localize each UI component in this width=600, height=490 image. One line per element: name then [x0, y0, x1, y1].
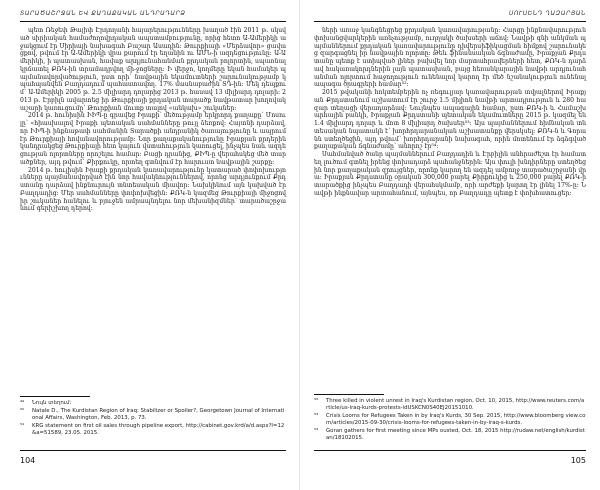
paragraph: ների առաջ կանգնեցրեց քրդական կառավարությանը: Հարցը ինքնավարություն փոխանցվարկերին առնչությամբ, ուղղակի ծախսերի աճով։ Նավթի գնի անկման պայմաններում քրդական կառավարությունը դիվերսիֆիկացման հիմքով շարունակեց զարգացնել իր նավթային ոլորտը: Թեև ֆինանսական ճգնաժամը, Իրաքյան Քրդստանը պետք է ստիպված լիներ բախվել նոր մարտահրավերների հետ, ՔՌԿ-ն դարձավ հակառակորդներին լայն պատասխան, բայց հեռանկարային նավթի արդյունահանման ոլորտում հաջողություն ունենալով կարող էր մեծ նշանակություն ունենալ ապագա ծրագրերի համար⁵²:: [314, 27, 586, 89]
paragraph: պետ Ռեջեփ Թայիփ Էրդողանի հայարերությունները խաղած էին 2011 թ. սկսված սիրիական համաժողովրդական ապստամբությունը, որից հետո Ա-Ամերիկի աջակցում էր Սիրիայի նախագահ Բաշար Ասադին: Թուրքիայի «Մերձավոր» ցավացքով, թվում էր Ա-Ամերիկի վրա քարում էր եղանին ու ԱՄՆ-ի ազդեցությունը: Ա-Ամերիկի, ի պատասխան, հավաք արդյունահանման քրդական բոլորտին, սպառնալ կրճատել ՔՌԿ-ին տրամադրվող մի-ջոցները: Ի վերջո, կողմերը եկան համակեր պայմանավորվածություն, ըստ որի՝ նավթային եկամուտների շարունակությամբ կպահպանվեն Բաղդադում պահաստավող. 17% մասնաբաժին ՏԴ-ին: Մեկ դեպքում՝ Ա-Ամերիկի 2005 թ. 2.5 միլիարդ դոլարից 2013 թ. հասավ 13 միլիարդ դոլարի: 2013 թ. Էրբիլն ավարտեց իր Թուրքիայի քրդական տարածք նավթատար խողովակաշարի կառուցումը՝ Թուրքիան մուտք տալով «անկախ» շուկաներ:: [20, 27, 286, 112]
footnote-number: ⁵⁴: [314, 428, 319, 435]
footnote: [314, 413, 586, 428]
footnote-number: ⁵²: [314, 398, 319, 404]
footnote: [20, 423, 286, 438]
footnote-number: ⁵⁰: [20, 407, 25, 414]
footnote: [20, 400, 286, 407]
footnote: [314, 428, 586, 443]
page-number: 104: [20, 456, 36, 465]
header-rule: [20, 21, 286, 22]
footer-rule: [314, 450, 586, 451]
header-rule: [314, 21, 586, 22]
footnote: [314, 398, 586, 413]
footnote-text: Goran gathers for first meeting since MPs ousted, Oct. 18, 2015 http://rudaw.net/english/kurdistan/18102015.: [326, 428, 585, 442]
footnotes: [314, 398, 586, 443]
paragraph: Սահմանված ծանր պայմաններում Բաղդադին և Էրբիլին անհրաժեշտ էր համատեղ լուծում գտնել իրենց փոխադարձ պահանջներին: Այս փուլի խնդիրները ստեղծեցին նոր քաղաքական զրույցներ, որոնք կարող են ազդել ամբողջ տարածաշրջանի վրա: Իրաքյան Քրդստանը օրական 300,000 բարել Քիրքուկից և 250,000 բարել ՔՌԿ-ի տարածքից ինչպես Բաղդադի վերահսկմամբ, որի արժեքի կարող էր լինել 17%-ը: Նավթի ինքնավար արտահանում, այնպես, որ Բաղդադը պետք է փոխհատուցեր։: [314, 151, 586, 197]
footnote-text: Natale D., The Kurdistan Region of Iraq: Stabilizer or Spoiler?, Georgetown Journal of International Affairs, Washington, Feb. 2013, p. 73.: [32, 407, 285, 422]
footer-rule: [20, 450, 286, 451]
footnote-text: KRG statement on first oil sales through pipeline export, http://cabinet.gov.krd/a/d.aspx?l=12&a=51589, 23.05. 2015.: [32, 422, 285, 437]
body-text: [314, 27, 586, 198]
footnote: [20, 408, 286, 423]
footnote-text: Նույն տեղում:: [32, 400, 72, 406]
footnote-number: ⁴⁹: [20, 400, 25, 406]
running-head: ՏԱՐԱԾԱՇՐՋԱՆ ԵՎ ՔԱՂԱՔԱԿԱՆ ԱՆԴՐԱԴԱՐՁ: [20, 10, 186, 17]
footnote-number: ⁵³: [314, 413, 319, 420]
running-head: ՍՈՒՍԵՆԴ ՂԱԶԱՐՅԱՆ: [508, 10, 586, 17]
page-number: 105: [570, 456, 586, 465]
footnote-rule: [314, 394, 384, 395]
footnote-rule: [20, 396, 90, 397]
paragraph: 2015 թվականի հոկտեմբերին ոչ ռեգուլյար կառավարության տվյալներով Իրաքյան Քրդստանում աշխատում էր շուրջ 1.5 միլիոն նավթի արտադրություն և 280 հազար տեղացի վերադարձավ։ Նույնպես ապագային համար, ըստ ՔՌԿ-ի և Համաշխարհային բանկի, Իրաքյան Քրդստանի պետական եկամուտները 2015 թ. կազմել են 1.4 միլիարդ դոլար և մոտ 8 միլիարդ ծախսեր⁵³: Այս պայմաններում հիմնական տնտեսական նպատակն է՝ խորհրդարանական աշխատանքը վերսկսել: ՔՌԿ-ն և Գորանն ստեղծեցին, այդ թվում՝ խորհրդարանի նախագահ, որին մոտենում էր ձգձգված քաղաքական ճգնաժամը՝ անորոշ էր⁵⁴:: [314, 89, 586, 151]
footnote-text: Three killed in violent unrest in Iraq's Kurdistan region, Oct. 10, 2015, http://www.reuters.com/article/us-iraq-kurds-protests-idUSKCN0S40EJ20151010.: [326, 398, 585, 412]
body-text: [20, 27, 286, 213]
paragraph: 2014 թ. հուլիսին Իրաքի քրդական կառավարությունը կատարած փոփոխությունները պայմանավորված էին նոր հավակնություններով, որոնց արդյունքում Քրդստանը դարձավ ինքնուրույն տնտեսական միավոր: Նախկինում այն կախված էր Բաղդադից: Մեր սահմանները փոփոխվեցին: ՔՌԿ-ն կազմեց Թուրքիայի միջոցով իր շուկաներ հանելու և բյուջեն ամրապնդելու նոր մեխանիզմներ՝ տարածաշրջանում գերիշխող դերով:: [20, 166, 286, 213]
paragraph: 2014 թ. հունիսին ԻԻՊ-ը գրավեց Իրաքի՝ մեծությամբ երկրորդ քաղաքը՝ Մոսուլը՝ «հիասխալով Իրաքի պետական սահմանները թույլ ձեռքով: Հայտնի դարձավ, որ ԻԻՊ-ի ինքնաթափ սահմանին Տարածքի անդրանիկ ծառայությունը և ապրում էր Թուրքիայի հովանավորությամբ։ Նոր քաղաքականությունը Իրաքյան քրդերին կանդրակցեց Թուրքիայի հետ կայուն վստահություն կառուցել, ինչպես նաև ազդեցության ոլորտները որոշելու համար: Բացի դրանից, ՔԻՊ-ը վերահսկեց մեծ տարածքներ, այդ թվում՝ Քիրքուկը, որտեղ գտնվում էր հարուստ նավթային շարքը:: [20, 112, 286, 166]
footnote-text: Crisis Looms for Refugees Taken in by Iraq's Kurds, 30 Sep. 2015, http://www.bloomberg view.com/articles/2015-09-30/crisis-looms-for-refugees-taken-in-by-iraq-s-kurds.: [326, 413, 586, 427]
footnote-number: ⁵¹: [20, 422, 25, 429]
right-page: [300, 0, 600, 490]
footnotes: [20, 400, 286, 438]
